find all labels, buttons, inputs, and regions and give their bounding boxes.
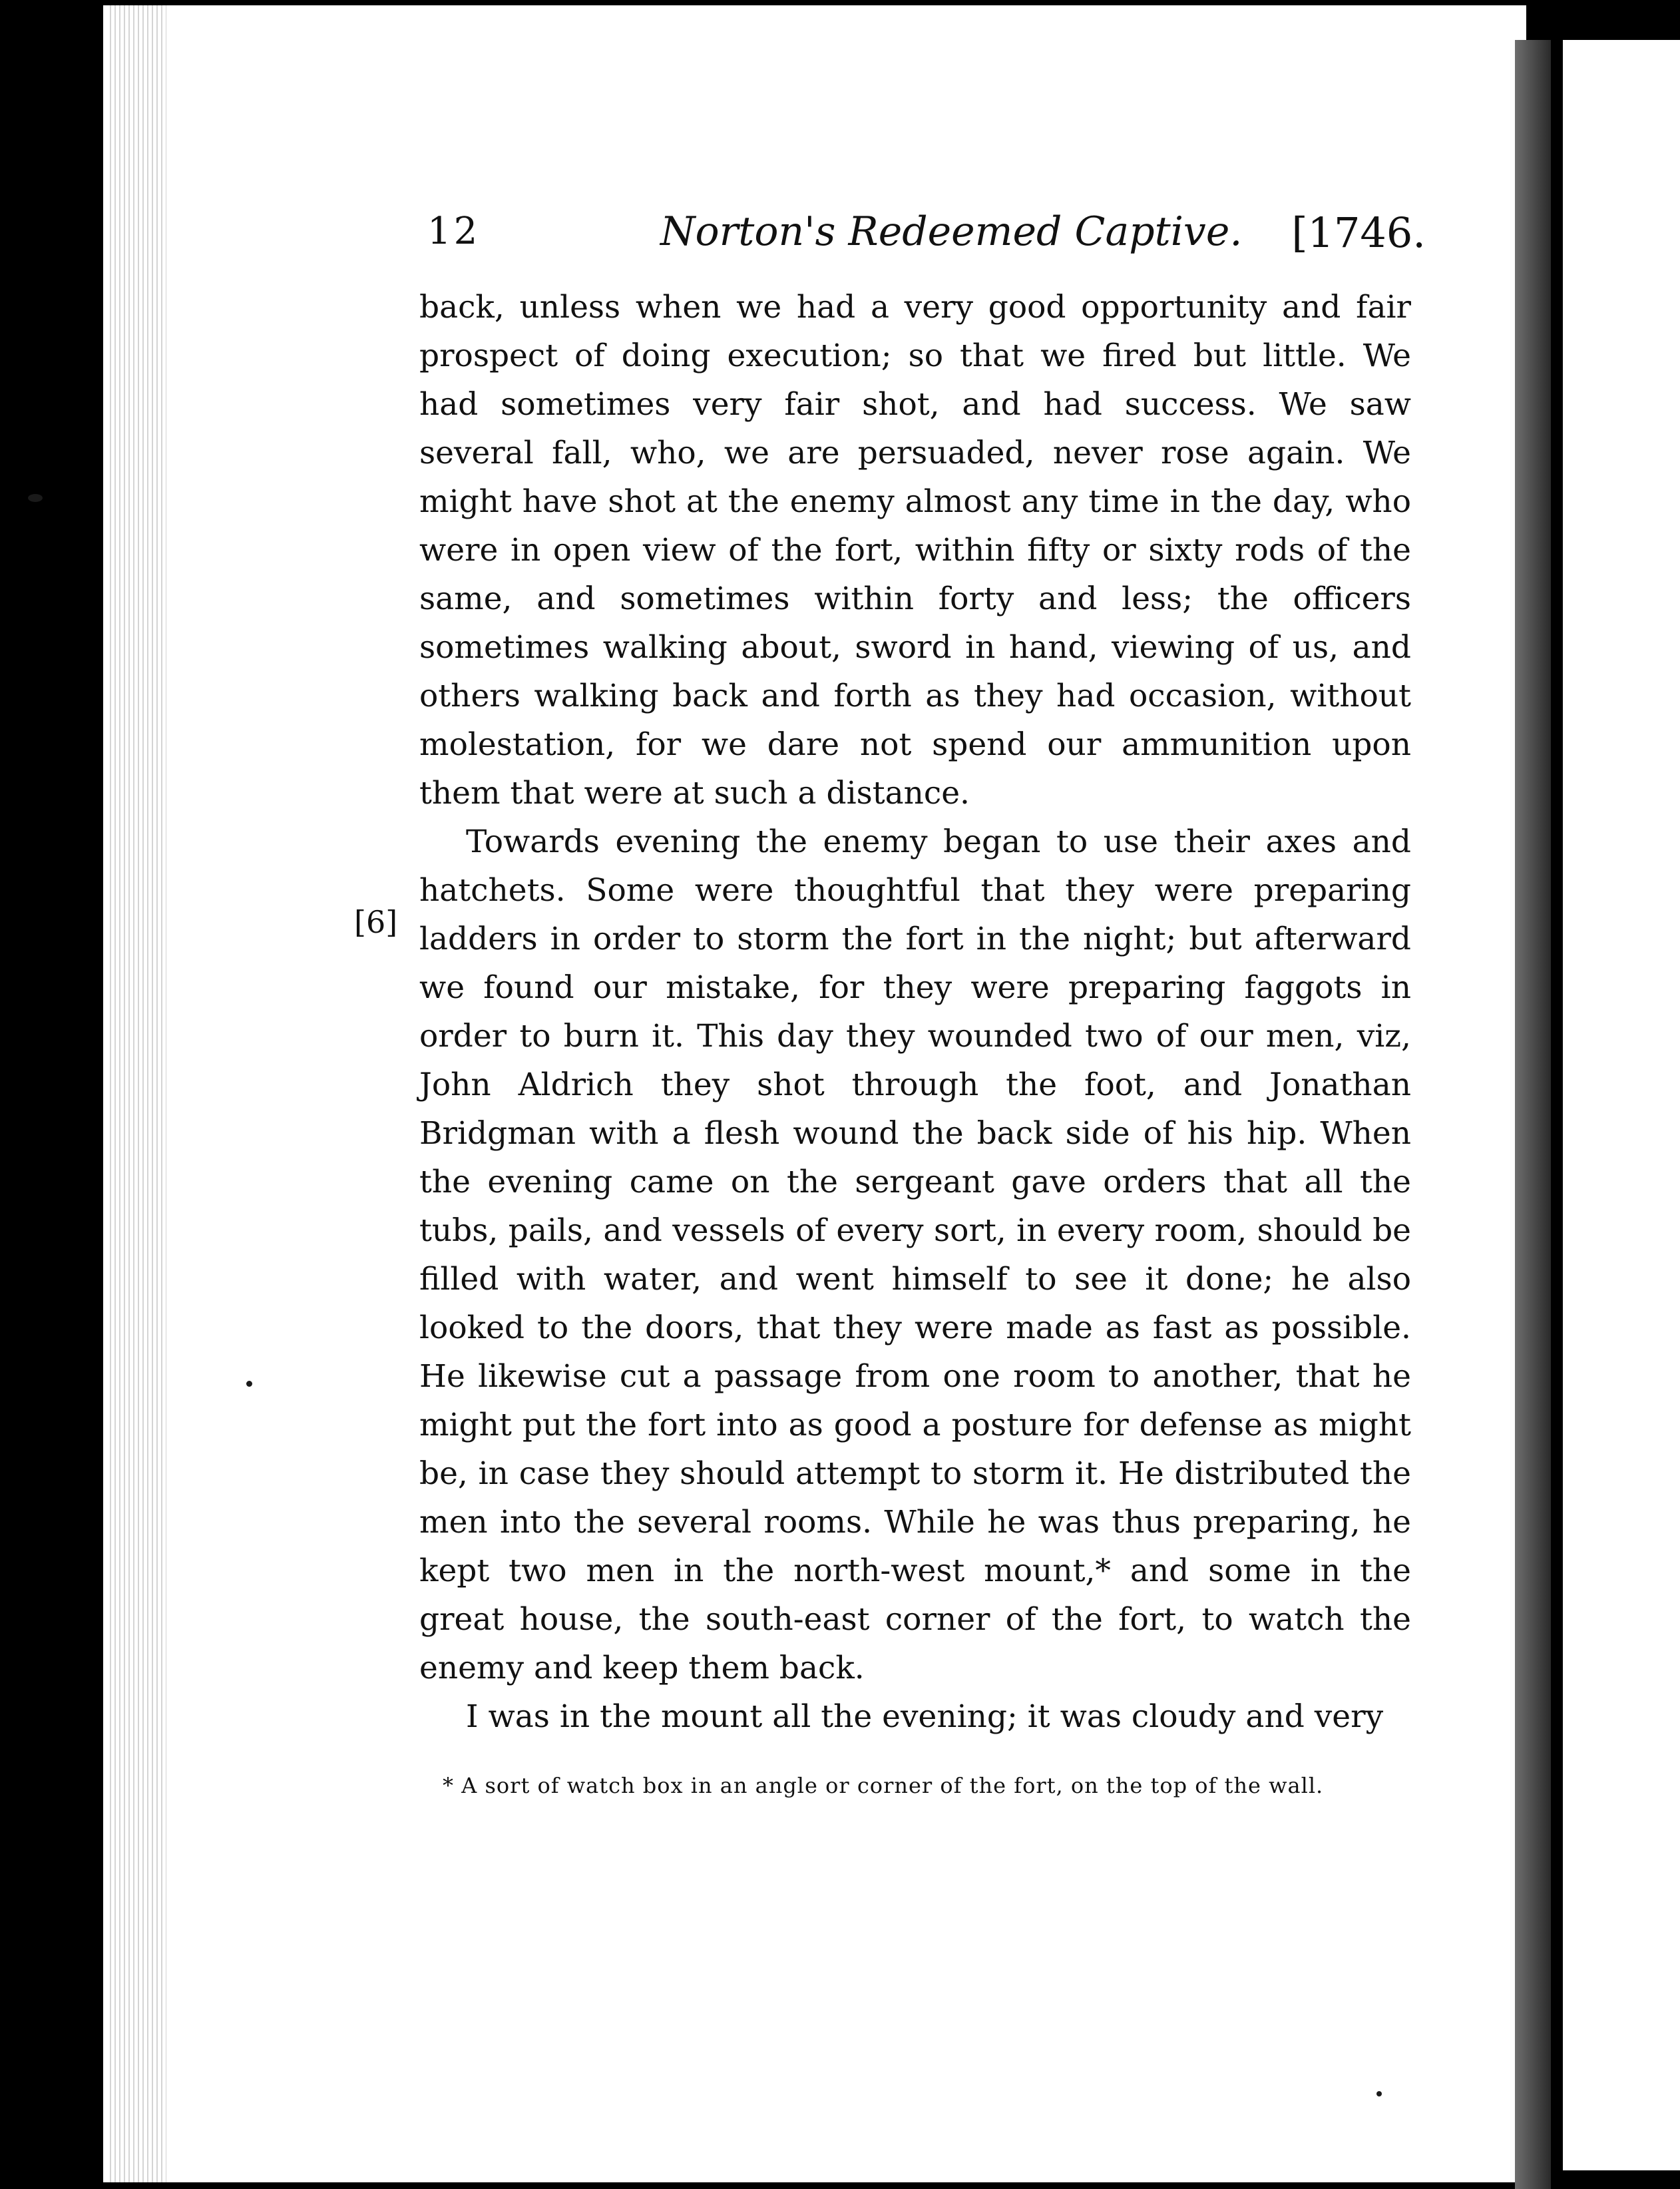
spine-shadow	[1515, 40, 1551, 2189]
page-number: 12	[427, 210, 481, 253]
running-title: Norton's Redeemed Captive.	[660, 208, 1243, 255]
adjacent-page-edge	[1563, 40, 1680, 2170]
paragraph: Towards evening the enemy began to use their axes and hatchets. Some were thoughtful that they were preparing ladders in order to storm the fort in the night; but afterward we found our mistake, for they were preparing faggots in order to burn it. This day they wounded two of our men, viz, John Aldrich they shot through the foot, and Jonathan Bridgman with a flesh wound the back side of his hip. When the evening came on the sergeant gave orders that all the tubs, pails, and vessels of every sort, in every room, should be filled with water, and went himself to see it done; he also looked to the doors, that they were made as fast as possible. He likewise cut a passage from one room to another, that he might put the fort into as good a posture for defense as might be, in case they should attempt to storm it. He distributed the men into the several rooms. While he was thus preparing, he kept two men in the north-west mount,* and some in the great house, the south-east corner of the fort, to watch the enemy and keep them back.	[419, 824, 1411, 1686]
running-header	[427, 203, 1426, 270]
footnote: * A sort of watch box in an angle or corner of the fort, on the top of the wall.	[443, 1773, 1324, 1798]
year-heading: [1746.	[1291, 208, 1426, 257]
page-edges	[106, 5, 166, 2182]
body-text	[419, 283, 1411, 1741]
paragraph: back, unless when we had a very good opportunity and fair prospect of doing execution; so that we fired but little. We had sometimes very fair shot, and had success. We saw several fall, who, we are persuaded, never rose again. We might have shot at the enemy almost any time in the day, who were in open view of the fort, within fifty or sixty rods of the same, and sometimes within forty and less; the officers sometimes walking about, sword in hand, viewing of us, and others walking back and forth as they had occasion, without molestation, for we dare not spend our ammunition upon them that were at such a distance.	[419, 289, 1411, 812]
original-page-marker: [6]	[354, 904, 398, 940]
scan-speck	[246, 1381, 252, 1387]
paragraph: I was in the mount all the evening; it was cloudy and very	[466, 1698, 1384, 1735]
scan-speck	[28, 494, 43, 502]
scan-speck	[1376, 2091, 1382, 2096]
